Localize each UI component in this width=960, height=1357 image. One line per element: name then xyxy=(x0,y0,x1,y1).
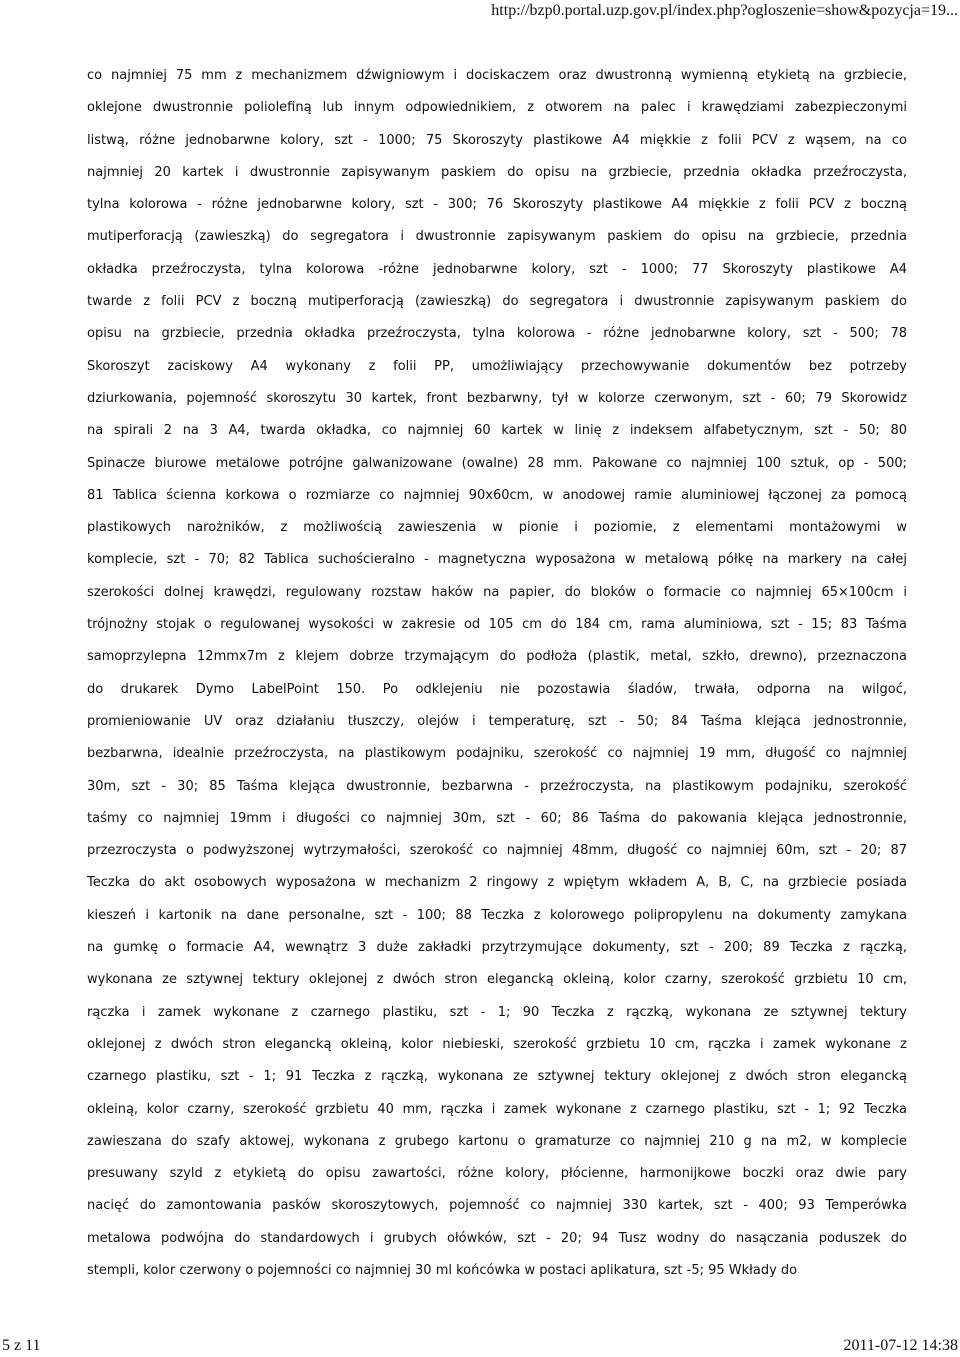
text-line: metalowa podwójna do standardowych i grubych ołówków, szt - 20; 94 Tusz wodny do nasączania poduszek do xyxy=(87,1230,907,1246)
text-line: na gumkę o formacie A4, wewnątrz 3 duże zakładki przytrzymujące dokumenty, szt - 200; 89 Teczka z rączką, xyxy=(87,940,907,956)
text-line: 81 Tablica ścienna korkowa o rozmiarze co najmniej 90x60cm, w anodowej ramie aluminiowej łączonej za pomocą xyxy=(87,487,907,503)
text-line: plastikowych narożników, z możliwością zawieszenia w pionie i poziomie, z elementami montażowymi w xyxy=(87,520,907,536)
text-line: komplecie, szt - 70; 82 Tablica suchościeralno - magnetyczna wyposażona w metalową półkę na markery na całej xyxy=(87,552,907,568)
text-line: samoprzylepna 12mmx7m z klejem dobrze trzymającym do podłoża (plastik, metal, szkło, drewno), przeznaczona xyxy=(87,649,907,665)
text-line: do drukarek Dymo LabelPoint 150. Po odklejeniu nie pozostawia śladów, trwała, odporna na wilgoć, xyxy=(87,681,907,697)
text-line: oklejonej z dwóch stron elegancką okleiną, kolor niebieski, szerokość grzbietu 10 cm, rączka i zamek wykonane z xyxy=(87,1036,907,1052)
text-line: tylna kolorowa - różne jednobarwne kolory, szt - 300; 76 Skoroszyty plastikowe A4 miękkie z folii PCV z boczną xyxy=(87,197,907,213)
text-line: czarnego plastiku, szt - 1; 91 Teczka z rączką, wykonana ze sztywnej tektury oklejonej z dwóch stron elegancką xyxy=(87,1069,907,1085)
text-line: kieszeń i kartonik na dane personalne, szt - 100; 88 Teczka z kolorowego polipropylenu na dokumenty zamykana xyxy=(87,907,907,923)
text-line: szerokości dolnej krawędzi, regulowany rozstaw haków na papier, do bloków o formacie co najmniej 65×100cm i xyxy=(87,584,907,600)
text-line: zawieszana do szafy aktowej, wykonana z grubego kartonu o gramaturze co najmniej 210 g na m2, w komplecie xyxy=(87,1133,907,1149)
text-line: przezroczysta o podwyższonej wytrzymałości, szerokość co najmniej 48mm, długość co najmniej 60m, szt - 20; 87 xyxy=(87,843,907,859)
text-line: bezbarwna, idealnie przeźroczysta, na plastikowym podajniku, szerokość co najmniej 19 mm, długość co najmniej xyxy=(87,746,907,762)
text-line: listwą, różne jednobarwne kolory, szt - 1000; 75 Skoroszyty plastikowe A4 miękkie z folii PCV z wąsem, na co xyxy=(87,132,907,148)
page-url: http://bzp0.portal.uzp.gov.pl/index.php?ogloszenie=show&pozycja=19... xyxy=(491,2,958,19)
text-line: 30m, szt - 30; 85 Taśma klejąca dwustronnie, bezbarwna - przeźroczysta, na plastikowym podajniku, szerokość xyxy=(87,778,907,794)
document-body xyxy=(87,60,907,1287)
text-line: taśmy co najmniej 19mm i długości co najmniej 30m, szt - 60; 86 Taśma do pakowania klejąca jednostronnie, xyxy=(87,810,907,826)
text-line: trójnożny stojak o regulowanej wysokości w zakresie od 105 cm do 184 cm, rama aluminiowa, szt - 15; 83 Taśma xyxy=(87,617,907,633)
text-line: oklejone dwustronnie poliolefiną lub innym odpowiednikiem, z otworem na palec i krawędziami zabezpieczonymi xyxy=(87,100,907,116)
text-line: stempli, kolor czerwony o pojemności co najmniej 30 ml końcówka w postaci aplikatura, szt -5; 95 Wkłady do xyxy=(87,1262,798,1278)
text-line: okleiną, kolor czarny, szerokość grzbietu 40 mm, rączka i zamek wykonane z czarnego plastiku, szt - 1; 92 Teczka xyxy=(87,1101,907,1117)
text-line: nacięć do zamontowania pasków skoroszytowych, pojemność co najmniej 330 kartek, szt - 400; 93 Temperówka xyxy=(87,1198,907,1214)
text-line: Teczka do akt osobowych wyposażona w mechanizm 2 ringowy z wpiętym wkładem A, B, C, na grzbiecie posiada xyxy=(87,875,907,891)
page-number: 5 z 11 xyxy=(2,1337,41,1354)
text-line: okładka przeźroczysta, tylna kolorowa -różne jednobarwne kolory, szt - 1000; 77 Skoroszyty plastikowe A4 xyxy=(87,261,907,277)
text-line: twarde z folii PCV z boczną mutiperforacją (zawieszką) do segregatora i dwustronnie zapisywanym paskiem do xyxy=(87,294,907,310)
text-line: wykonana ze sztywnej tektury oklejonej z dwóch stron elegancką okleiną, kolor czarny, szerokość grzbietu 10 cm, xyxy=(87,972,907,988)
text-line: presuwany szyld z etykietą do opisu zawartości, różne kolory, płócienne, harmonijkowe boczki oraz dwie pary xyxy=(87,1166,907,1182)
print-datetime: 2011-07-12 14:38 xyxy=(843,1337,958,1354)
text-line: na spirali 2 na 3 A4, twarda okładka, co najmniej 60 kartek w linię z indeksem alfabetycznym, szt - 50; 80 xyxy=(87,423,907,439)
text-line: najmniej 20 kartek i dwustronnie zapisywanym paskiem do opisu na grzbiecie, przednia okładka przeźroczysta, xyxy=(87,164,907,180)
text-line: mutiperforacją (zawieszką) do segregatora i dwustronnie zapisywanym paskiem do opisu na grzbiecie, przednia xyxy=(87,229,907,245)
text-line: rączka i zamek wykonane z czarnego plastiku, szt - 1; 90 Teczka z rączką, wykonana ze sztywnej tektury xyxy=(87,1004,907,1020)
text-line: promieniowanie UV oraz działaniu tłuszczy, olejów i temperaturę, szt - 50; 84 Taśma klejąca jednostronnie, xyxy=(87,713,907,729)
text-line: opisu na grzbiecie, przednia okładka przeźroczysta, tylna kolorowa - różne jednobarwne kolory, szt - 500; 78 xyxy=(87,326,907,342)
text-line: dziurkowania, pojemność skoroszytu 30 kartek, front bezbarwny, tył w kolorze czerwonym, szt - 60; 79 Skorowidz xyxy=(87,390,907,406)
text-line: co najmniej 75 mm z mechanizmem dźwigniowym i dociskaczem oraz dwustronną wymienną etykietą na grzbiecie, xyxy=(87,68,907,83)
text-line: Spinacze biurowe metalowe potrójne galwanizowane (owalne) 28 mm. Pakowane co najmniej 100 sztuk, op - 500; xyxy=(87,455,907,471)
text-line: Skoroszyt zaciskowy A4 wykonany z folii PP, umożliwiający przechowywanie dokumentów bez potrzeby xyxy=(87,358,907,374)
